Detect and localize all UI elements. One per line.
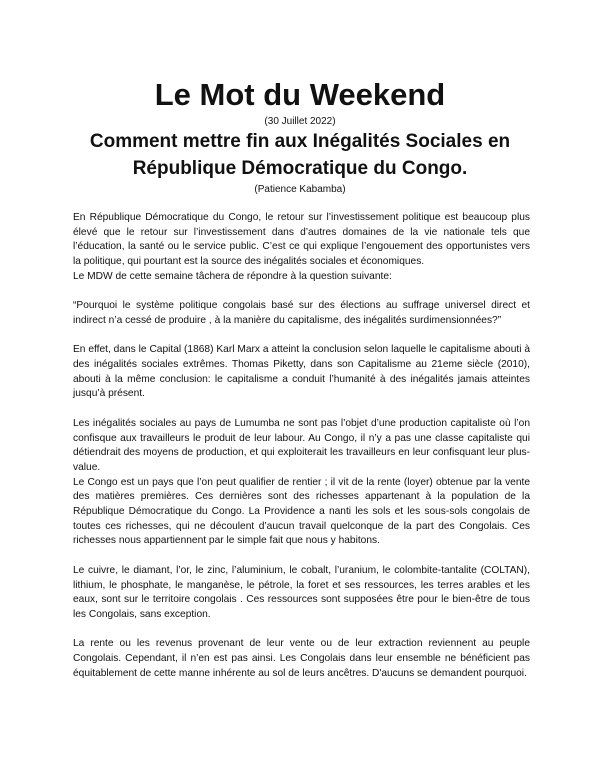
paragraph-announcement: Le MDW de cette semaine tâchera de répondre à la question suivante: [73, 270, 392, 282]
document-author: (Patience Kabamba) [254, 184, 346, 195]
document-title: Le Mot du Weekend [154, 77, 446, 112]
paragraph-gap [73, 402, 530, 417]
paragraph-resources: Le cuivre, le diamant, l’or, le zinc, l’aluminium, le cobalt, l’uranium, le colombite-tantalite (COLTAN), lithium, le phosphate, le manganèse, le pétrole, la foret et ses ressources, les terres arables et les eaux, sont sur le territoire congolais . Ces ressources sont supposées être pour le bien-être de tous les Congolais, sans exception. [73, 564, 530, 620]
paragraph-gap [73, 623, 530, 638]
paragraph-marx-piketty: En effet, dans le Capital (1868) Karl Marx a atteint la conclusion selon laquelle le capitalisme abouti à des inégalités sociales extrêmes. Thomas Piketty, dans son Capitalisme au 21eme siècle (2010), abouti à la même conclusion: le capitalisme a conduit l’humanité à des inégalités jamais atteintes jusqu’à présent. [73, 344, 530, 400]
document-date: (30 Juillet 2022) [264, 116, 336, 127]
paragraph-question: “Pourquoi le système politique congolais basé sur des élections au suffrage universel direct et indirect n’a cessé de produire , à la manière du capitalisme, des inégalités surdimensionnées?” [73, 300, 530, 326]
paragraph-gap [73, 285, 530, 300]
paragraph-intro: En République Démocratique du Congo, le retour sur l’investissement politique est beaucoup plus élevé que le retour sur l’investissement dans d’autres domaines de la vie nationale tels que l’éducation, la santé ou le service public. C’est ce qui explique l’engouement des opportunistes vers la politique, qui pourtant est la source des inégalités sociales et économiques. [73, 212, 530, 268]
document-body [73, 211, 530, 681]
paragraph-gap [73, 329, 530, 344]
paragraph-gap [73, 549, 530, 564]
paragraph-rent: La rente ou les revenus provenant de leur vente ou de leur extraction reviennent au peuple Congolais. Cependant, il n’en est pas ainsi. Les Congolais dans leur ensemble ne bénéficient pas équitablement de cette manne inhérente au sol de leurs ancêtres. D'aucuns se demandent pourquoi. [73, 638, 530, 679]
paragraph-inequalities: Les inégalités sociales au pays de Lumumba ne sont pas l’objet d’une production capitaliste où l’on confisque aux travailleurs le produit de leur labour. Au Congo, il n’y a pas une classe capitaliste qui détiendrait des moyens de production, et qui exploiterait les travailleurs en leur confisquant leur plus-value. [73, 417, 530, 473]
document-subtitle: Comment mettre fin aux Inégalités Sociales en République Démocratique du Congo. [89, 131, 511, 179]
paragraph-rentier: Le Congo est un pays que l’on peut qualifier de rentier ; il vit de la rente (loyer) obtenue par la vente des matières premières. Ces dernières sont des richesses appartenant à la population de la République Démocratique du Congo. La Providence a nanti les sols et les sous-sols congolais de toutes ces richesses, qui ne découlent d’aucun travail quelconque de la part des Congolais. Ces richesses nous appartiennent par le simple fait que nous y habitons. [73, 476, 530, 547]
